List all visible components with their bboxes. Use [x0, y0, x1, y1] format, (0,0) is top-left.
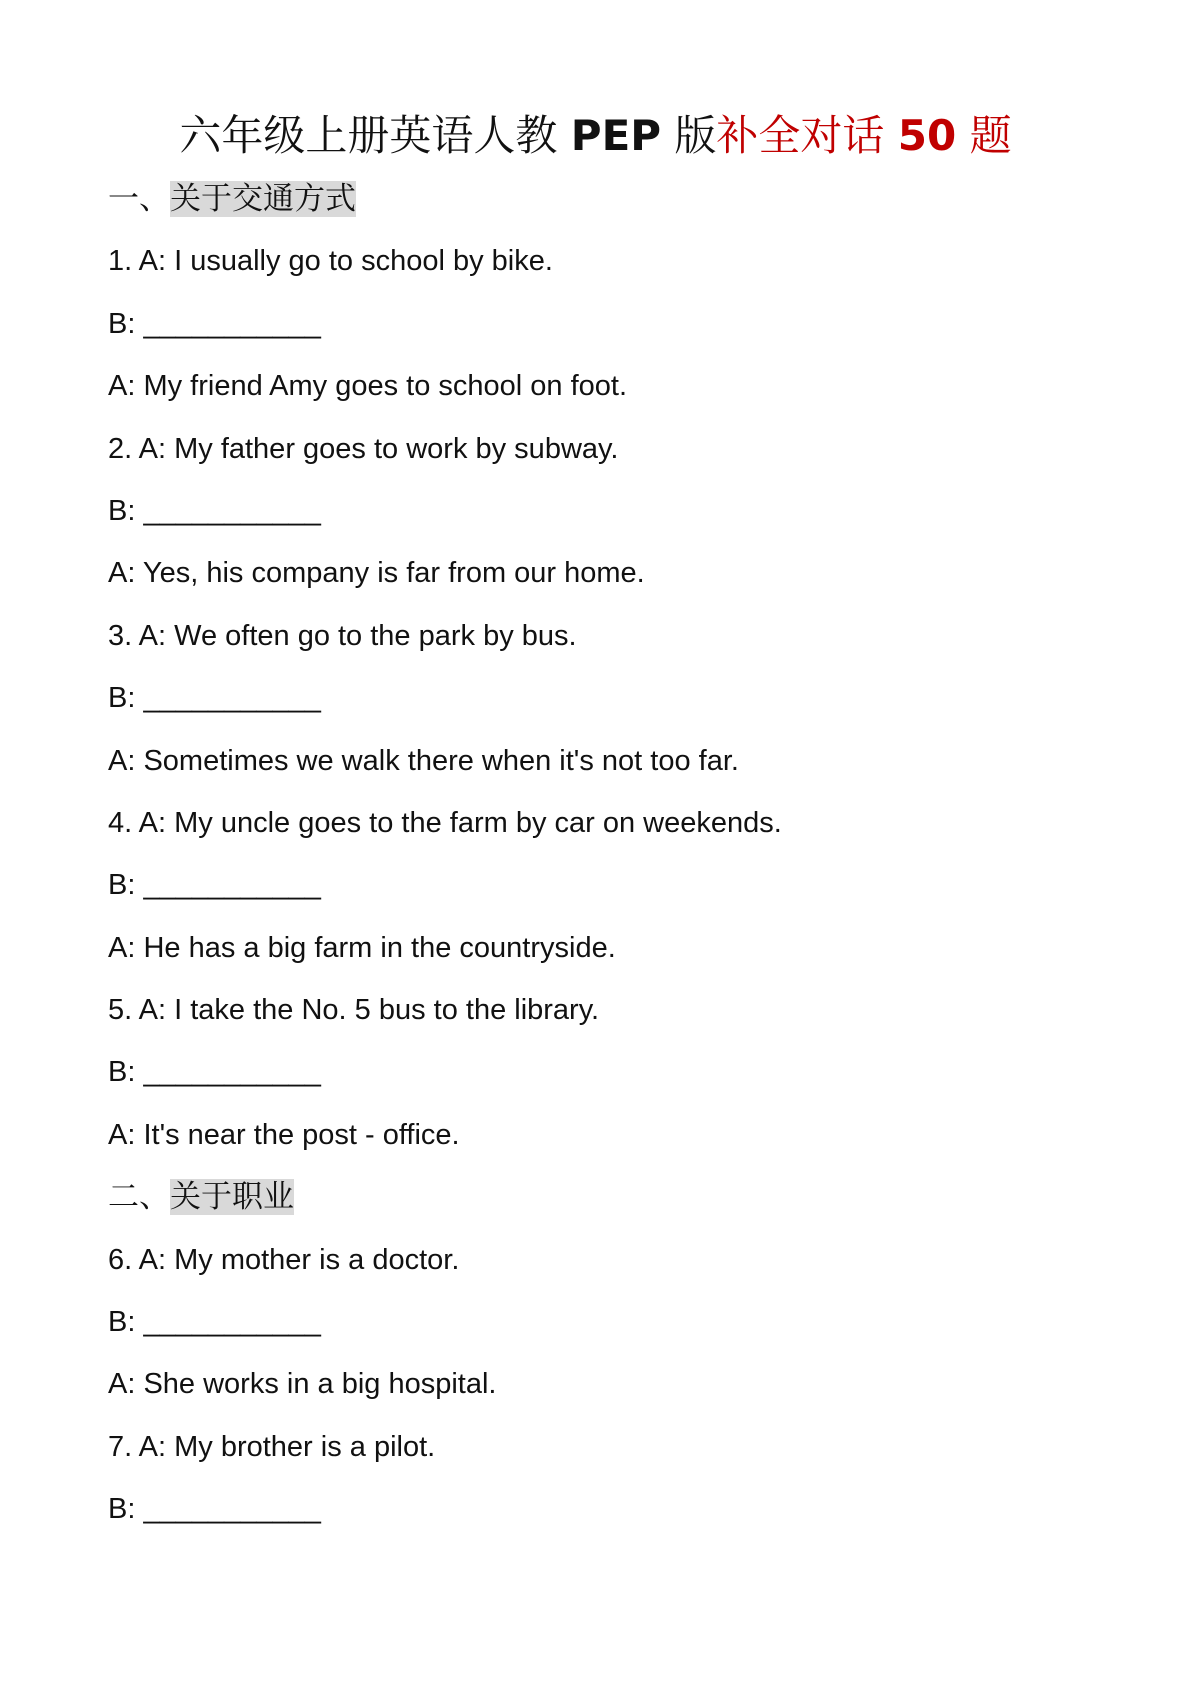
dialogue-line: 2. A: My father goes to work by subway. [108, 432, 619, 465]
section-heading [108, 1166, 1108, 1228]
title-highlight: 补全对话 [716, 111, 898, 160]
dialogue-line: A: It's near the post - office. [108, 1118, 460, 1151]
answer-blank-line: B: ___________ [108, 494, 321, 527]
dialogue-line: A: My friend Amy goes to school on foot. [108, 370, 628, 403]
section-label: 关于职业 [170, 1179, 294, 1216]
section-heading [108, 168, 1108, 230]
title-pep: PEP [570, 111, 662, 160]
dialogue-line: A: She works in a big hospital. [108, 1368, 497, 1401]
document-body [108, 168, 1108, 1541]
answer-blank-line: B: ___________ [108, 1306, 321, 1339]
title-count: 50 [897, 111, 957, 160]
answer-blank-line: B: ___________ [108, 682, 321, 715]
dialogue-line: 6. A: My mother is a doctor. [108, 1243, 460, 1276]
dialogue-line: 1. A: I usually go to school by bike. [108, 245, 553, 278]
title-highlight: 题 [956, 111, 1012, 160]
answer-blank-line: B: ___________ [108, 869, 321, 902]
dialogue-line: 5. A: I take the No. 5 bus to the library. [108, 994, 600, 1027]
dialogue-line: A: Yes, his company is far from our home. [108, 557, 645, 590]
document-title [0, 108, 1191, 164]
section-number: 一、 [108, 181, 170, 217]
title-text: 六年级上册英语人教 [179, 111, 571, 160]
answer-blank-line: B: ___________ [108, 307, 321, 340]
section-label: 关于交通方式 [170, 181, 356, 217]
dialogue-line: 3. A: We often go to the park by bus. [108, 619, 577, 652]
dialogue-line: 7. A: My brother is a pilot. [108, 1430, 436, 1463]
title-text: 版 [661, 111, 717, 160]
dialogue-line: 4. A: My uncle goes to the farm by car on weekends. [108, 806, 782, 839]
answer-blank-line: B: ___________ [108, 1493, 321, 1526]
dialogue-line: A: Sometimes we walk there when it's not too far. [108, 744, 739, 777]
dialogue-line: A: He has a big farm in the countryside. [108, 931, 616, 964]
answer-blank-line: B: ___________ [108, 1056, 321, 1089]
section-number: 二、 [108, 1179, 170, 1216]
